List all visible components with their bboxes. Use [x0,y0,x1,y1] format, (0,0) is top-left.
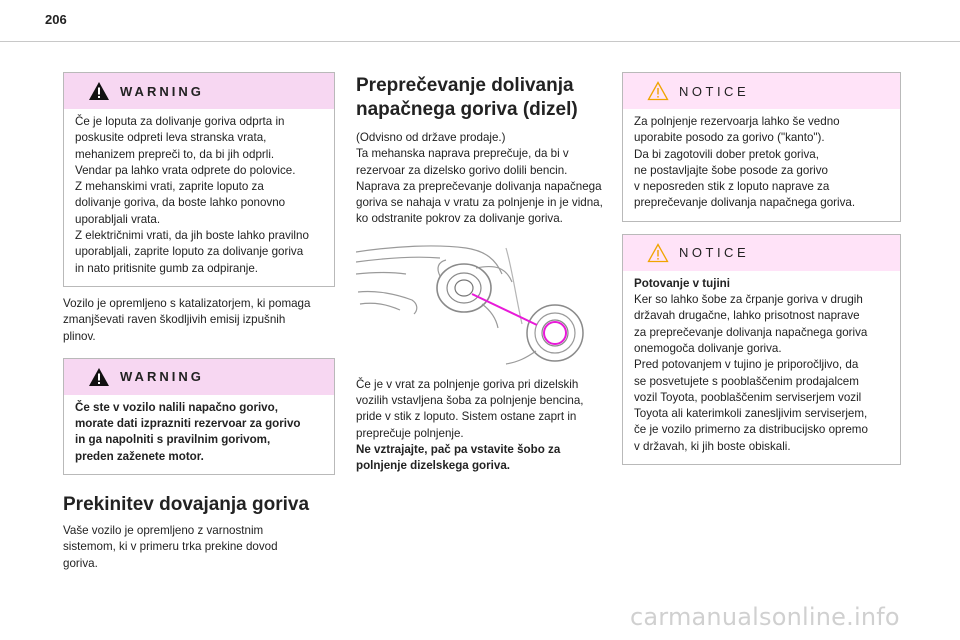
warning-text [64,395,334,474]
heading-line: Preprečevanje dolivanja [356,75,574,96]
text-line: preprečuje polnjenje. [356,426,464,440]
text-line: rezervoar za dizelsko gorivo dolili bencin. [356,163,568,177]
text-line: če je vozilo primerno za distribucijsko opremo [634,423,868,437]
text-line: dolivanje goriva, da boste lahko ponovno [75,196,286,210]
text-line-bold: polnjenje dizelskega goriva. [356,459,510,473]
text-line: Vozilo je opremljeno s katalizatorjem, ki pomaga [63,296,311,310]
warning-triangle-icon [88,367,110,387]
warning-text [64,109,334,286]
text-line: v državah, ki jih boste obiskali. [634,439,791,453]
notice-box-travel [622,234,901,465]
text-line: mehanizem prepreči to, da bi jih odprli. [75,147,275,161]
text-line: in nato pritisnite gumb za odpiranje. [75,261,259,275]
text-line: Ker so lahko šobe za črpanje goriva v drugih [634,293,863,307]
text-line: Za polnjenje rezervoarja lahko še vedno [634,115,840,128]
text-line: Vaše vozilo je opremljeno z varnostnim [63,524,264,538]
text-line: zmanjševati raven škodljivih emisij izpušnih [63,313,286,327]
heading-line: napačnega goriva (dizel) [356,99,578,120]
text-line: goriva se nahaja v vratu za polnjenje in je vidna, [356,196,603,210]
notice-header [623,235,900,271]
warning-box-wrong-fuel [63,358,335,475]
text-line: Ta mehanska naprava preprečuje, da bi v [356,147,569,161]
text-line: se posvetujete s pooblaščenim prodajalcem [634,374,859,388]
text-line: uporabljali, zaprite loputo za dolivanje goriva [75,245,304,259]
text-line: goriva. [63,556,98,570]
text-line: Naprava za preprečevanje dolivanja napačnega [356,179,602,193]
notice-box-canister [622,72,901,222]
text-line: onemogoča dolivanje goriva. [634,341,782,355]
text-line-bold: Ne vztrajajte, pač pa vstavite šobo za [356,442,561,456]
text-line: Toyota ali katerimkoli zanesljivim serviserjem, [634,407,868,421]
text-line: Če je loputa za dolivanje goriva odprta in [75,115,285,128]
text-line: Pred potovanjem v tujino je priporočljivo, da [634,358,859,372]
notice-subheading: Potovanje v tujini [634,276,730,290]
text-line: plinov. [63,329,96,343]
notice-triangle-icon [647,81,669,101]
text-line: vozil Toyota, pooblaščenim serviserjem vozil [634,390,862,404]
warning-header [64,73,334,109]
header-rule [0,41,960,42]
notice-title: NOTICE [679,83,750,99]
text-line: sistemom, ki v primeru trka prekine dovod [63,540,278,554]
fuel-cutoff-paragraph [63,523,335,572]
notice-triangle-icon [647,243,669,263]
warning-header [64,359,334,395]
section-heading-fuel-cutoff: Prekinitev dovajanja goriva [63,494,310,516]
misfuel-intro [356,130,614,228]
warning-title: WARNING [120,83,204,99]
column-right [622,72,901,465]
text-line: preprečevanje dolivanja napačnega goriva. [634,196,856,210]
catalyst-paragraph [63,296,335,345]
text-line: Z mehanskimi vrati, zaprite loputo za [75,180,264,194]
column-middle [356,74,614,475]
fuel-filler-illustration [356,238,614,366]
text-line: (Odvisno od države prodaje.) [356,131,506,144]
notice-title: NOTICE [679,245,750,261]
notice-header [623,73,900,109]
section-heading-misfuel [356,74,614,122]
warning-title: WARNING [120,369,204,385]
text-line: Vendar pa lahko vrata odprete do polovice. [75,163,296,177]
text-line: Z električnimi vrati, da jih boste lahko pravilno [75,229,309,243]
text-line: državah drugačne, lahko prisotnost naprave [634,309,860,323]
notice-text [623,109,900,221]
column-left [63,72,335,572]
misfuel-behaviour [356,377,614,475]
text-line: ko odstranite pokrov za dolivanje goriva. [356,212,563,226]
text-line: Da bi zagotovili dober pretok goriva, [634,147,819,161]
text-line: ne postavljajte šobe posode za gorivo [634,163,829,177]
watermark: carmanualsonline.info [630,603,900,631]
text-line: vozilih vstavljena šoba za polnjenje bencina, [356,394,584,408]
warning-box-door [63,72,335,287]
text-line: uporabite posodo za gorivo ("kanto"). [634,131,825,145]
text-line: pride v stik z loputo. Sistem ostane zaprt in [356,410,577,424]
text-line: in ga napolniti s pravilnim gorivom, [75,433,271,447]
text-line: uporabljali vrata. [75,212,161,226]
text-line: v neposreden stik z loputo naprave za [634,180,830,194]
warning-triangle-icon [88,81,110,101]
text-line: poskusite odpreti leva stranska vrata, [75,131,267,145]
text-line: za preprečevanje dolivanja napačnega goriva [634,325,868,339]
text-line: Če je v vrat za polnjenje goriva pri dizelskih [356,377,579,391]
text-line: morate dati izprazniti rezervoar za gorivo [75,417,301,431]
notice-text [623,271,900,464]
page-number: 206 [45,12,67,27]
text-line: preden zaženete motor. [75,449,204,463]
callout-line [472,294,566,344]
text-line: Če ste v vozilo nalili napačno gorivo, [75,400,278,414]
